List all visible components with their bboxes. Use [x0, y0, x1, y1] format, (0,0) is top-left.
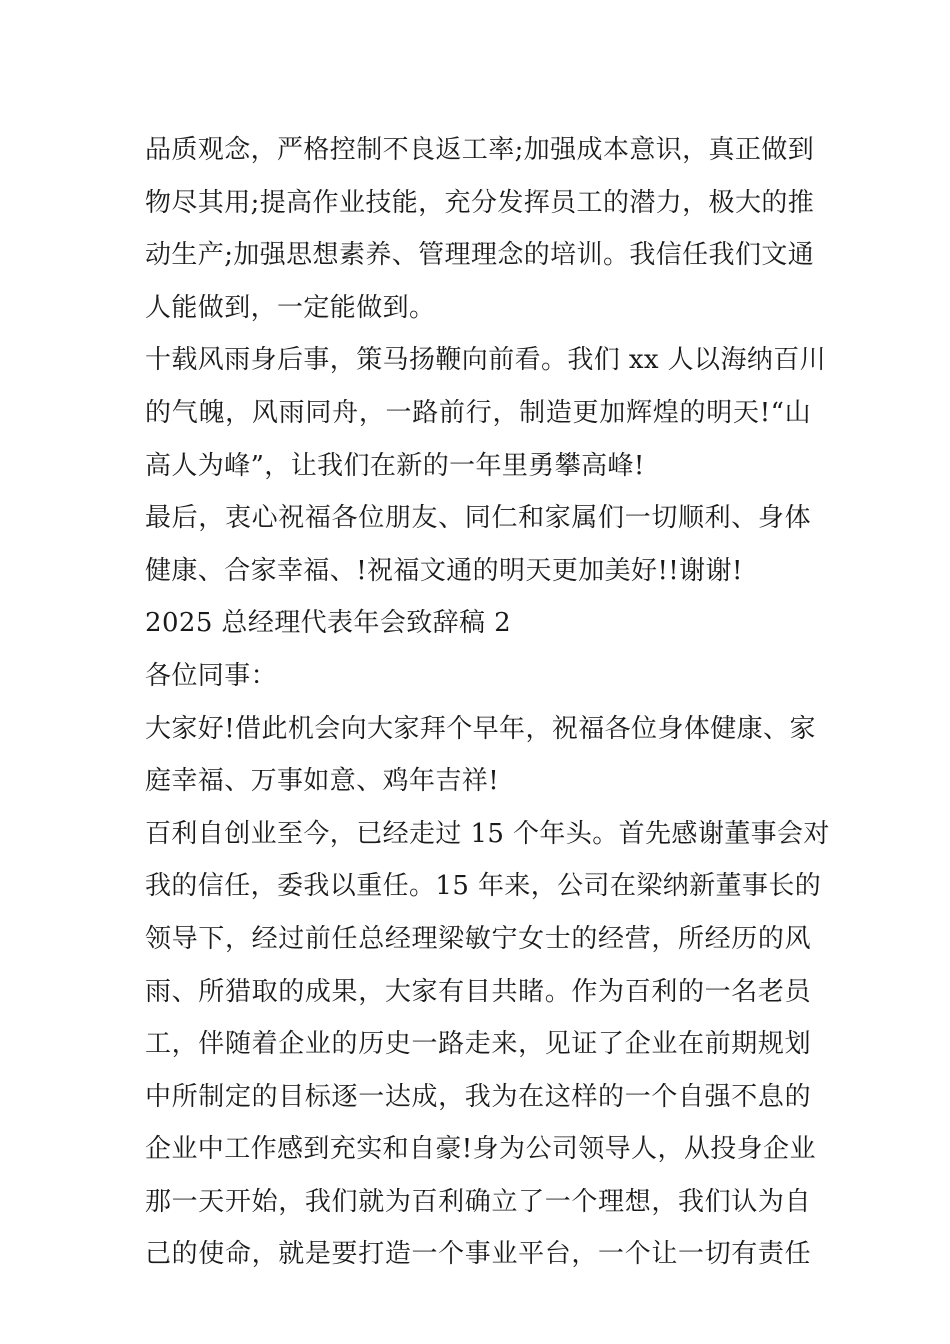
text-line: 庭幸福、万事如意、鸡年吉祥!	[145, 766, 500, 797]
text-line: 动生产;加强思想素养、管理理念的培训。我信任我们文通	[145, 240, 815, 271]
text-line: 人能做到，一定能做到。	[145, 292, 436, 323]
section-heading: 2025 总经理代表年会致辞稿 2	[145, 608, 512, 639]
text-line: 己的使命，就是要打造一个事业平台，一个让一切有责任	[145, 1239, 811, 1270]
text-line: 工，伴随着企业的历史一路走来，见证了企业在前期规划	[145, 1029, 811, 1060]
text-line: 十载风雨身后事，策马扬鞭向前看。我们 xx 人以海纳百川	[145, 345, 827, 376]
text-line: 中所制定的目标逐一达成，我为在这样的一个自强不息的	[145, 1081, 811, 1112]
text-line: 物尽其用;提高作业技能，充分发挥员工的潜力，极大的推	[145, 187, 815, 218]
text-line: 的气魄，风雨同舟，一路前行，制造更加辉煌的明天!“山	[145, 397, 811, 428]
document-page	[145, 124, 830, 1281]
text-line: 健康、合家幸福、!祝福文通的明天更加美好!!谢谢!	[145, 555, 743, 586]
text-line: 我的信任，委我以重任。15 年来，公司在梁纳新董事长的	[145, 871, 822, 902]
text-line: 百利自创业至今，已经走过 15 个年头。首先感谢董事会对	[145, 818, 830, 849]
text-line: 品质观念，严格控制不良返工率;加强成本意识，真正做到	[145, 135, 815, 165]
text-line: 企业中工作感到充实和自豪!身为公司领导人，从投身企业	[145, 1134, 816, 1165]
text-line: 高人为峰”，让我们在新的一年里勇攀高峰!	[145, 450, 645, 481]
text-line: 领导下，经过前任总经理梁敏宁女士的经营，所经历的风	[145, 923, 811, 954]
text-line: 雨、所猎取的成果，大家有目共睹。作为百利的一名老员	[145, 976, 811, 1007]
text-line: 大家好!借此机会向大家拜个早年，祝福各位身体健康、家	[145, 713, 816, 744]
text-line: 最后，衷心祝福各位朋友、同仁和家属们一切顺利、身体	[145, 503, 811, 534]
text-line: 那一天开始，我们就为百利确立了一个理想，我们认为自	[145, 1186, 811, 1217]
salutation: 各位同事：	[145, 660, 278, 691]
